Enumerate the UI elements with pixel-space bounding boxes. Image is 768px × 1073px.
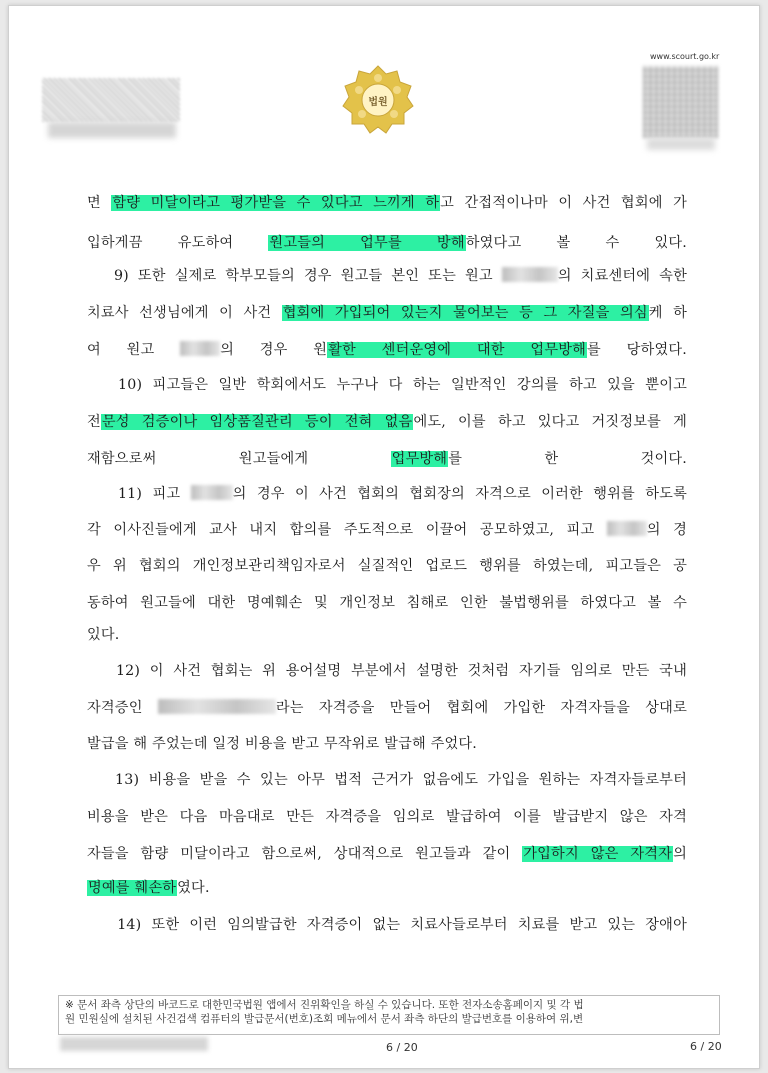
body-text: 면 bbox=[87, 195, 112, 211]
body-line bbox=[87, 660, 687, 682]
body-text: 치료사 선생님에게 이 사건 bbox=[87, 305, 282, 321]
body-text: 자들을 함량 미달이라고 함으로써, 상대적으로 원고들과 같이 bbox=[87, 846, 523, 862]
body-line bbox=[87, 519, 687, 541]
highlighted-text: 가입하지 않은 자격자 bbox=[523, 846, 673, 862]
body-line bbox=[87, 265, 687, 287]
body-text: 비용을 받은 다음 마음대로 만든 자격증을 임의로 발급하여 이를 발급받지 않은 자격 bbox=[87, 809, 687, 825]
body-line bbox=[87, 232, 687, 254]
body-line bbox=[87, 843, 687, 865]
body-line bbox=[87, 302, 687, 324]
body-line bbox=[87, 448, 687, 470]
body-text: 를 당하였다. bbox=[587, 342, 687, 358]
highlighted-text: 업무방해 bbox=[391, 451, 448, 467]
body-line bbox=[87, 733, 687, 755]
highlighted-text: 원고들의 업무를 방해 bbox=[269, 235, 465, 251]
highlighted-text: 문성 검증이나 임상품질관리 등이 전혀 없음 bbox=[101, 414, 413, 430]
body-text: 동하여 원고들에 대한 명예훼손 및 개인정보 침해로 인한 불법행위를 하였다고 볼 수 bbox=[87, 595, 687, 611]
body-line bbox=[87, 374, 687, 396]
redacted-qr-caption bbox=[647, 138, 715, 150]
seal-label: 법원 bbox=[368, 97, 388, 108]
body-text: 고 간접적이나마 이 사건 협회에 가 bbox=[440, 195, 687, 211]
footer-notice-box bbox=[58, 995, 720, 1035]
page-number-right: 6 / 20 bbox=[690, 1040, 722, 1053]
body-line bbox=[87, 555, 687, 577]
body-line bbox=[87, 411, 687, 433]
body-text: 재함으로써 원고들에게 bbox=[87, 451, 391, 467]
body-text: 의 경우 이 사건 협회의 협회장의 자격으로 이러한 행위를 하도록 bbox=[232, 486, 687, 502]
body-line bbox=[87, 877, 687, 899]
redacted-name bbox=[607, 521, 647, 536]
body-line bbox=[87, 339, 687, 361]
body-line bbox=[87, 914, 687, 936]
body-text: 를 한 것이다. bbox=[448, 451, 687, 467]
body-line bbox=[87, 806, 687, 828]
redacted-name bbox=[191, 485, 233, 500]
body-text: 있다. bbox=[87, 627, 120, 643]
body-text: 각 이사진들에게 교사 내지 합의를 주도적으로 이끌어 공모하였고, 피고 bbox=[87, 522, 607, 538]
body-line bbox=[87, 592, 687, 614]
body-text: 의 경 bbox=[646, 522, 687, 538]
body-line bbox=[87, 697, 687, 719]
body-text: 였다. bbox=[177, 880, 210, 896]
highlighted-text: 활한 센터운영에 대한 업무방해 bbox=[328, 342, 587, 358]
body-text: 케 하 bbox=[648, 305, 687, 321]
body-text: 13) 비용을 받을 수 있는 아무 법적 근거가 없음에도 가입을 원하는 자격자들로부터 bbox=[87, 772, 687, 788]
body-text: 전 bbox=[87, 414, 101, 430]
body-text: 9) 또한 실제로 학부모들의 경우 원고들 본인 또는 원고 bbox=[87, 268, 502, 284]
body-text: 의 경우 원 bbox=[220, 342, 328, 358]
body-text: 의 치료센터에 속한 bbox=[557, 268, 687, 284]
body-text: 의 bbox=[673, 846, 687, 862]
page-number-center: 6 / 20 bbox=[386, 1041, 418, 1054]
redacted-issue-number bbox=[48, 122, 176, 138]
redacted-name bbox=[180, 341, 220, 356]
body-text: 11) 피고 bbox=[87, 486, 191, 502]
body-text: 입하게끔 유도하여 bbox=[87, 235, 269, 251]
body-text: 발급을 해 주었는데 일정 비용을 받고 무작위로 발급해 주었다. bbox=[87, 736, 478, 752]
body-text: 14) 또한 이런 임의발급한 자격증이 없는 치료사들로부터 치료를 받고 있는 장애아 bbox=[87, 917, 687, 933]
body-text: 여 원고 bbox=[87, 342, 181, 358]
footer-notice-line: ※ 문서 좌측 상단의 바코드로 대한민국법원 앱에서 진위확인을 하실 수 있습니다. 또한 전자소송홈페이지 및 각 법 bbox=[65, 999, 584, 1011]
footer-notice-line: 원 민원실에 설치된 사건검색 컴퓨터의 발급문서(번호)조회 메뉴에서 문서 좌측 하단의 발급번호를 이용하여 위,변 bbox=[65, 1013, 584, 1025]
redacted-issue-number-footer bbox=[60, 1037, 208, 1051]
redacted-name bbox=[502, 267, 558, 282]
body-line bbox=[87, 624, 687, 646]
body-text: 12) 이 사건 협회는 위 용어설명 부분에서 설명한 것처럼 자기들 임의로 만든 국내 bbox=[87, 663, 687, 679]
barcode-image bbox=[42, 78, 180, 122]
highlighted-text: 명예를 훼손하 bbox=[88, 880, 177, 896]
redacted-name bbox=[158, 699, 276, 714]
body-line bbox=[87, 483, 687, 505]
highlighted-text: 협회에 가입되어 있는지 물어보는 등 그 자질을 의심 bbox=[282, 305, 648, 321]
body-text: 라는 자격증을 만들어 협회에 가입한 자격자들을 상대로 bbox=[275, 700, 687, 716]
body-text: 10) 피고들은 일반 학회에서도 누구나 다 하는 일반적인 강의를 하고 있을 뿐이고 bbox=[87, 377, 687, 393]
body-text: 자격증인 bbox=[87, 700, 158, 716]
site-url: www.scourt.go.kr bbox=[650, 52, 720, 61]
body-text: 에도, 이를 하고 있다고 거짓정보를 게 bbox=[413, 414, 687, 430]
body-line bbox=[87, 192, 687, 214]
body-text: 우 위 협회의 개인정보관리책임자로서 실질적인 업로드 행위를 하였는데, 피고들은 공 bbox=[87, 558, 687, 574]
body-line bbox=[87, 769, 687, 791]
body-text: 하였다고 볼 수 있다. bbox=[465, 235, 687, 251]
highlighted-text: 함량 미달이라고 평가받을 수 있다고 느끼게 하 bbox=[112, 195, 440, 211]
qr-code-image bbox=[643, 66, 718, 138]
